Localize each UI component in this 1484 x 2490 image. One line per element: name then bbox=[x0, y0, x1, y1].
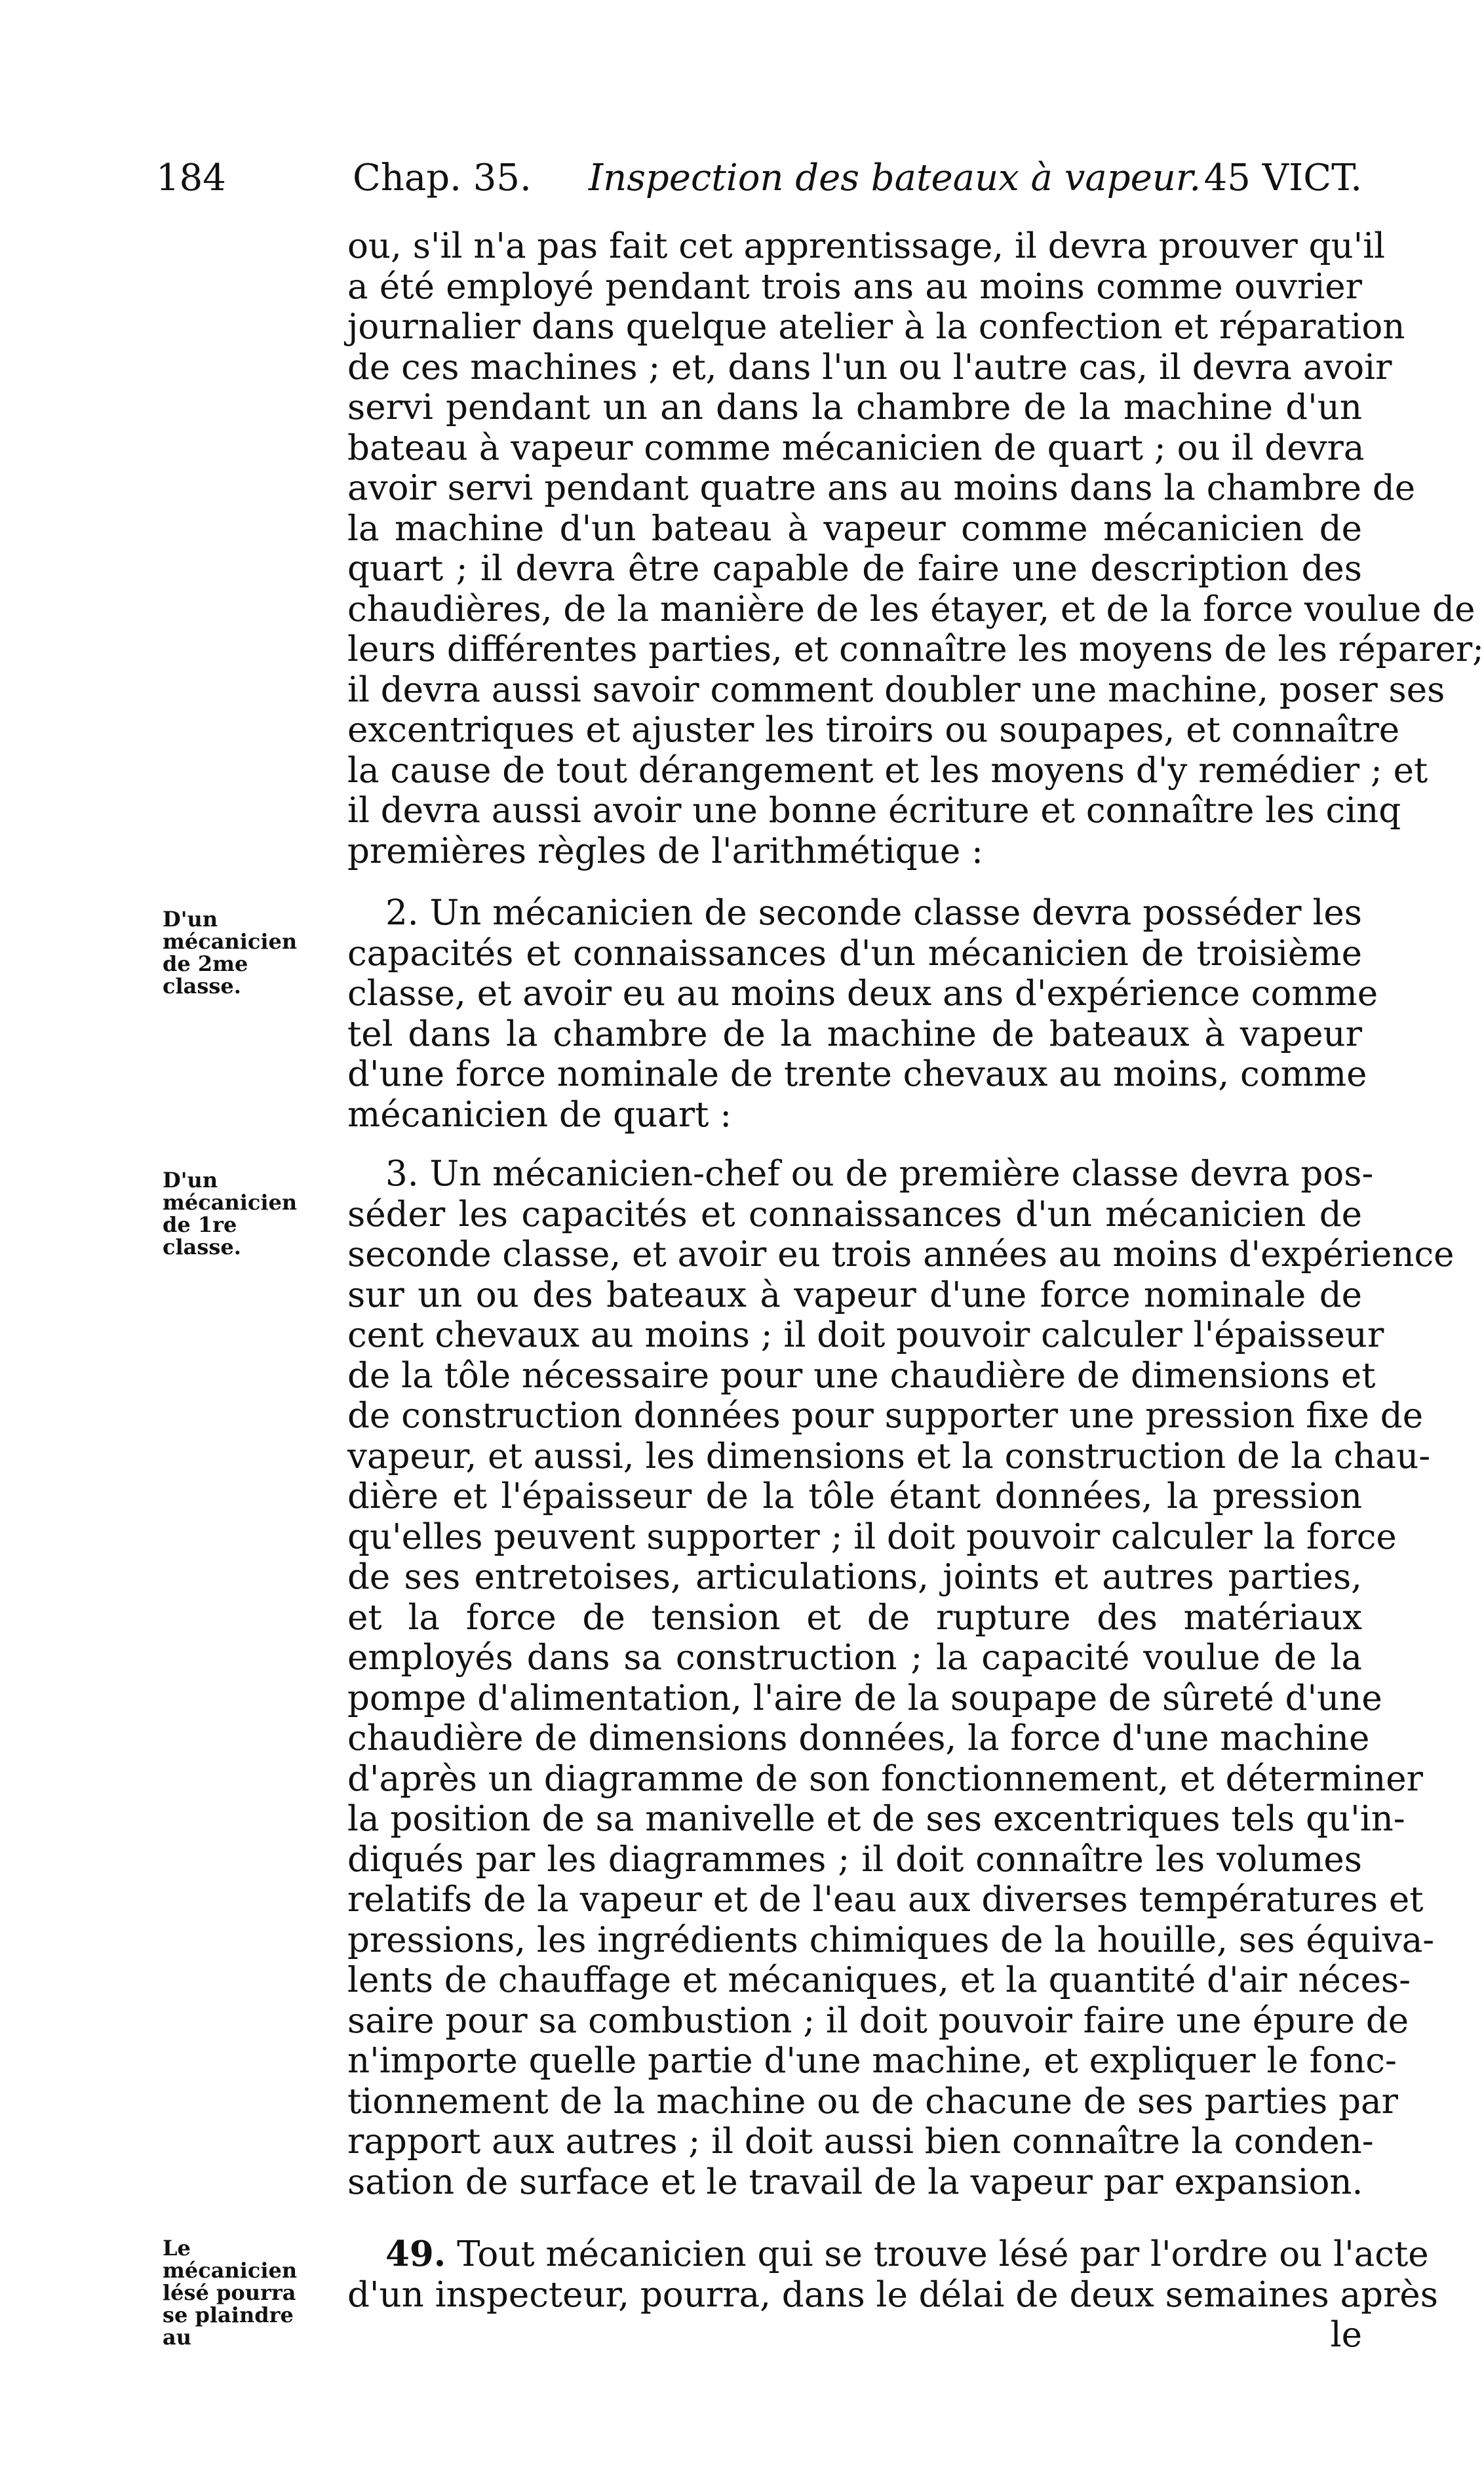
text-line: de ces machines ; et, dans l'un ou l'autre cas, il devra avoir bbox=[347, 347, 1392, 387]
text-line: la cause de tout dérangement et les moyens d'y remédier ; et bbox=[347, 750, 1428, 791]
text-line: leurs différentes parties, et connaître les moyens de les réparer; bbox=[347, 629, 1484, 669]
text-line: de la tôle nécessaire pour une chaudière de dimensions et bbox=[347, 1355, 1376, 1396]
text-line: pressions, les ingrédients chimiques de la houille, ses équiva- bbox=[347, 1920, 1435, 1960]
text-line: 2. Un mécanicien de seconde classe devra posséder les bbox=[385, 893, 1362, 933]
text-line: d'une force nominale de trente chevaux au moins, comme bbox=[347, 1054, 1367, 1094]
text-line: employés dans sa construction ; la capacité voulue de la bbox=[347, 1638, 1362, 1678]
text-line: sur un ou des bateaux à vapeur d'une force nominale de bbox=[347, 1275, 1362, 1315]
margin-note-first-class: D'un mécanicien de 1re classe. bbox=[163, 1168, 298, 1259]
text-line: servi pendant un an dans la chambre de la machine d'un bbox=[347, 387, 1362, 427]
text-line: tel dans la chambre de la machine de bateaux à vapeur bbox=[347, 1014, 1362, 1054]
text-line: a été employé pendant trois ans au moins comme ouvrier bbox=[347, 266, 1362, 307]
text-line: n'importe quelle partie d'une machine, et expliquer le fonc- bbox=[347, 2041, 1397, 2081]
catchword: le bbox=[1330, 2315, 1362, 2355]
text-line: de construction données pour supporter une pression fixe de bbox=[347, 1396, 1424, 1436]
text-line-section-49 bbox=[347, 2234, 1429, 2275]
page-number: 184 bbox=[156, 157, 226, 199]
text-line: journalier dans quelque atelier à la confection et réparation bbox=[347, 307, 1405, 347]
text-line: la machine d'un bateau à vapeur comme mécanicien de bbox=[347, 508, 1362, 549]
paragraph-first-class bbox=[347, 1154, 1455, 2202]
text-line: vapeur, et aussi, les dimensions et la construction de la chau- bbox=[347, 1436, 1431, 1476]
text-line: capacités et connaissances d'un mécanicien de troisième bbox=[347, 933, 1362, 974]
text-line: de ses entretoises, articulations, joints et autres parties, bbox=[347, 1557, 1362, 1597]
running-header bbox=[156, 152, 1362, 205]
text-line: diqués par les diagrammes ; il doit connaître les volumes bbox=[347, 1839, 1362, 1880]
text-line: saire pour sa combustion ; il doit pouvoir faire une épure de bbox=[347, 2000, 1409, 2041]
text-line: dière et l'épaisseur de la tôle étant données, la pression bbox=[347, 1476, 1362, 1516]
text-line: 3. Un mécanicien-chef ou de première classe devra pos- bbox=[385, 1154, 1374, 1194]
text-line: il devra aussi savoir comment doubler une machine, poser ses bbox=[347, 669, 1445, 710]
text-line: quart ; il devra être capable de faire une description des bbox=[347, 549, 1362, 589]
text-line: cent chevaux au moins ; il doit pouvoir calculer l'épaisseur bbox=[347, 1315, 1384, 1355]
text-line: d'après un diagramme de son fonctionnement, et déterminer bbox=[347, 1758, 1423, 1799]
text-line: excentriques et ajuster les tiroirs ou soupapes, et connaître bbox=[347, 710, 1400, 750]
margin-note-second-class: D'un mécanicien de 2me classe. bbox=[163, 907, 298, 998]
text-line: relatifs de la vapeur et de l'eau aux diverses températures et bbox=[347, 1880, 1424, 1920]
chapter-label: Chap. 35. bbox=[353, 157, 532, 199]
section-number: 49. bbox=[385, 2234, 446, 2274]
running-title: Inspection des bateaux à vapeur. bbox=[589, 157, 1201, 199]
text-line: la position de sa manivelle et de ses excentriques tels qu'in- bbox=[347, 1799, 1405, 1839]
text-line: chaudières, de la manière de les étayer, et de la force voulue de bbox=[347, 589, 1475, 629]
text-line: lents de chauffage et mécaniques, et la quantité d'air néces- bbox=[347, 1960, 1411, 2000]
text-line: pompe d'alimentation, l'aire de la soupape de sûreté d'une bbox=[347, 1678, 1382, 1718]
text-line: premières règles de l'arithmétique : bbox=[347, 831, 983, 871]
text-line: chaudière de dimensions données, la force d'une machine bbox=[347, 1718, 1370, 1758]
text-line: bateau à vapeur comme mécanicien de quart ; ou il devra bbox=[347, 427, 1365, 468]
paragraph-second-class bbox=[347, 893, 1378, 1135]
section-first-line: Tout mécanicien qui se trouve lésé par l'ordre ou l'acte bbox=[457, 2234, 1429, 2274]
text-line: rapport aux autres ; il doit aussi bien connaître la conden- bbox=[347, 2122, 1374, 2162]
paragraph-continuation bbox=[347, 226, 1484, 871]
margin-note-complaint: Le mécanicien lésé pourra se plaindre au bbox=[163, 2236, 298, 2350]
text-line: séder les capacités et connaissances d'un mécanicien de bbox=[347, 1194, 1362, 1235]
text-line: sation de surface et le travail de la vapeur par expansion. bbox=[347, 2162, 1363, 2202]
text-line: qu'elles peuvent supporter ; il doit pouvoir calculer la force bbox=[347, 1516, 1397, 1557]
text-line: ou, s'il n'a pas fait cet apprentissage, il devra prouver qu'il bbox=[347, 226, 1386, 266]
text-line: tionnement de la machine ou de chacune de ses parties par bbox=[347, 2081, 1398, 2122]
text-line: d'un inspecteur, pourra, dans le délai de deux semaines après bbox=[347, 2274, 1438, 2315]
text-line: il devra aussi avoir une bonne écriture et connaître les cinq bbox=[347, 791, 1401, 831]
regnal-year: 45 VICT. bbox=[1203, 157, 1362, 199]
text-line: mécanicien de quart : bbox=[347, 1094, 732, 1135]
text-line: avoir servi pendant quatre ans au moins dans la chambre de bbox=[347, 468, 1416, 508]
text-line: classe, et avoir eu au moins deux ans d'expérience comme bbox=[347, 974, 1378, 1014]
text-line: seconde classe, et avoir eu trois années au moins d'expérience bbox=[347, 1235, 1455, 1275]
text-line: et la force de tension et de rupture des matériaux bbox=[347, 1597, 1362, 1638]
paragraph-section-49 bbox=[347, 2234, 1438, 2356]
